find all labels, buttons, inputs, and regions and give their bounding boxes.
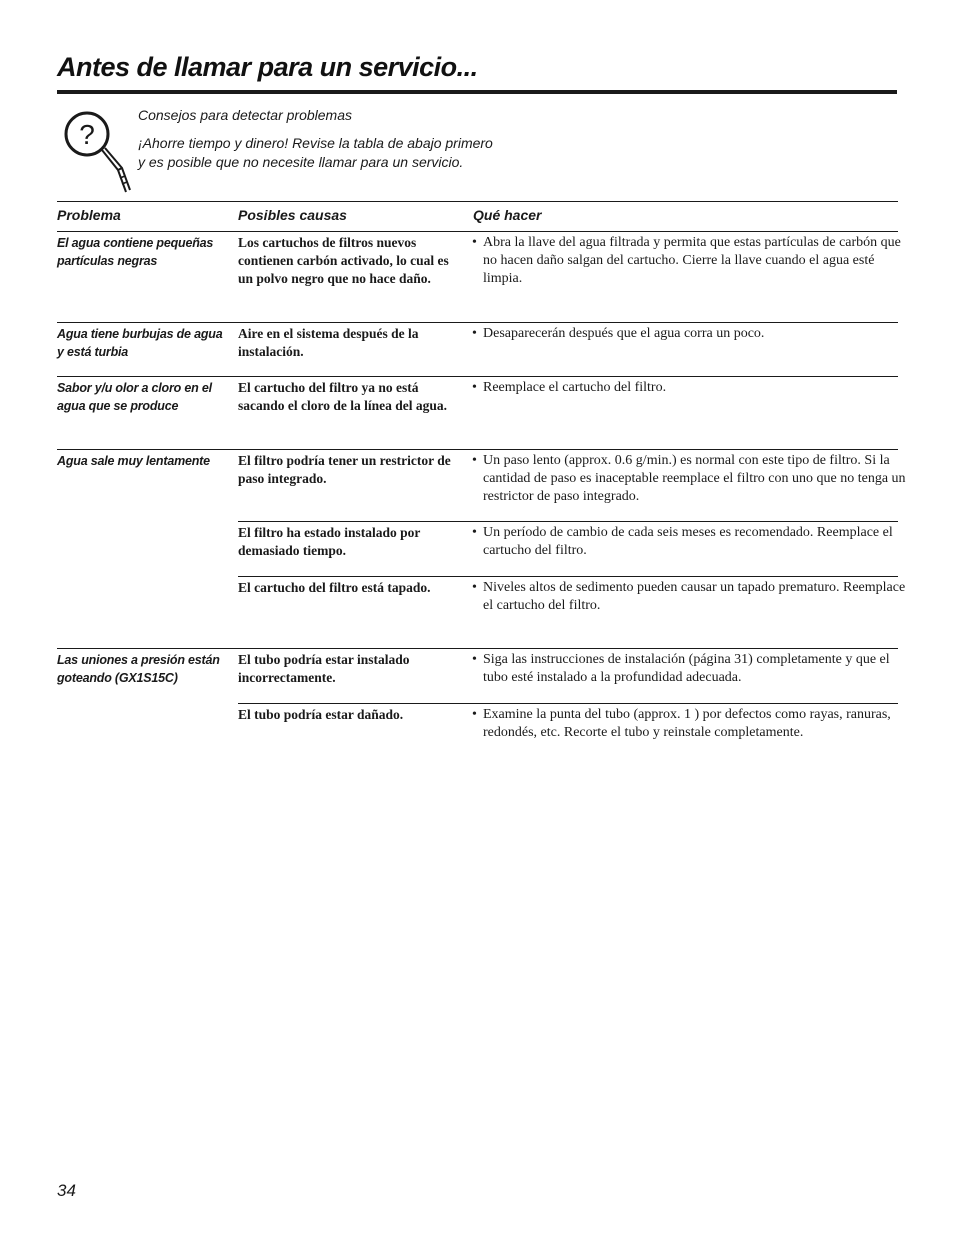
problem-cell: Las uniones a presión están goteando (GX1S15C) (57, 653, 220, 685)
fix-cell: • Un período de cambio de cada seis meses es recomendado. Reemplace el cartucho del filtro. (472, 525, 893, 558)
row-divider (57, 322, 898, 323)
fix-cell: • Reemplace el cartucho del filtro. (472, 380, 667, 395)
tips-block (138, 106, 493, 172)
fix-cell: • Examine la punta del tubo (approx. 1 ) por defectos como rayas, ranuras, redondés, etc. Recorte el tubo y reinstale completamente. (472, 707, 891, 740)
fix-text: Niveles altos de sedimento pueden causar un tapado prematuro. Reemplace el cartucho del filtro. (483, 580, 906, 613)
header-rule (57, 201, 898, 202)
fix-cell: • Desaparecerán después que el agua corra un poco. (472, 326, 765, 341)
page-title: Antes de llamar para un servicio... (57, 52, 478, 82)
fix-text: Un período de cambio de cada seis meses es recomendado. Reemplace el cartucho del filtro. (483, 525, 893, 558)
row-divider (238, 703, 898, 704)
fix-cell: • Niveles altos de sedimento pueden causar un tapado prematuro. Reemplace el cartucho del filtro. (472, 580, 906, 613)
row-divider (57, 449, 898, 450)
cause-cell: Aire en el sistema después de la instalación. (238, 326, 419, 359)
cause-cell: El tubo podría estar dañado. (238, 707, 404, 722)
fix-text: Siga las instrucciones de instalación (página 31) completamente y que el tubo esté instalado a la profundidad adecuada. (483, 652, 890, 685)
row-divider (238, 521, 898, 522)
svg-text:?: ? (79, 119, 95, 150)
cause-cell: El cartucho del filtro ya no está sacando el cloro de la línea del agua. (238, 380, 448, 413)
header-rule (57, 231, 898, 232)
fix-text: Examine la punta del tubo (approx. 1 ) por defectos como rayas, ranuras, redondés, etc. Recorte el tubo y reinstale completamente. (483, 707, 891, 740)
problem-cell: Agua tiene burbujas de agua y está turbia (57, 327, 223, 359)
question-magnifier-icon (60, 108, 140, 198)
cause-cell: Los cartuchos de filtros nuevos contienen carbón activado, lo cual es un polvo negro que no hace daño. (238, 235, 449, 286)
fix-cell: • Un paso lento (approx. 0.6 g/min.) es normal con este tipo de filtro. Si la cantidad de paso es inaceptable reemplace el filtro con uno que no tenga un restrictor de paso integrado. (472, 453, 906, 504)
row-divider (57, 648, 898, 649)
tips-heading: Consejos para detectar problemas (138, 107, 353, 123)
fix-text: Desaparecerán después que el agua corra un poco. (483, 326, 765, 341)
cause-cell: El filtro podría tener un restrictor de paso integrado. (238, 453, 451, 486)
page-number: 34 (57, 1181, 76, 1200)
problem-cell: Agua sale muy lentamente (57, 454, 210, 468)
tips-line: y es posible que no necesite llamar para un servicio. (138, 154, 464, 170)
cause-cell: El cartucho del filtro está tapado. (238, 580, 431, 595)
title-rule (57, 90, 897, 94)
fix-text: Un paso lento (approx. 0.6 g/min.) es normal con este tipo de filtro. Si la cantidad de paso es inaceptable reemplace el filtro con uno que no tenga un restrictor de paso integrado. (483, 453, 906, 504)
cause-cell: El filtro ha estado instalado por demasiado tiempo. (238, 525, 421, 558)
problem-cell: El agua contiene pequeñas partículas negras (57, 236, 214, 268)
column-header-fix: Qué hacer (473, 207, 542, 223)
row-divider (238, 576, 898, 577)
row-divider (57, 376, 898, 377)
problem-cell: Sabor y/u olor a cloro en el agua que se produce (57, 381, 212, 413)
tips-line: ¡Ahorre tiempo y dinero! Revise la tabla de abajo primero (138, 135, 493, 151)
fix-cell: • Abra la llave del agua filtrada y permita que estas partículas de carbón que no hacen daño salgan del cartucho. Cierre la llave cuando el agua esté limpia. (472, 235, 901, 286)
fix-text: Abra la llave del agua filtrada y permita que estas partículas de carbón que no hacen daño salgan del cartucho. Cierre la llave cuando el agua esté limpia. (483, 235, 901, 286)
cause-cell: El tubo podría estar instalado incorrectamente. (238, 652, 410, 685)
fix-cell: • Siga las instrucciones de instalación (página 31) completamente y que el tubo esté instalado a la profundidad adecuada. (472, 652, 890, 685)
fix-text: Reemplace el cartucho del filtro. (483, 380, 667, 395)
column-header-causes: Posibles causas (238, 207, 347, 223)
column-header-problem: Problema (57, 207, 121, 223)
